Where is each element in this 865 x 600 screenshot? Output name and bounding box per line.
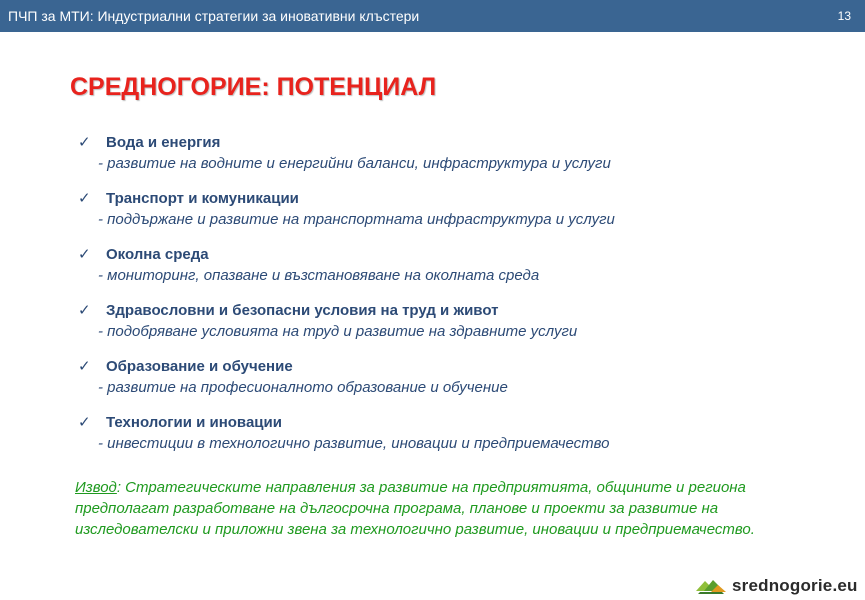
mountain-logo-icon xyxy=(696,577,726,595)
slide-title: СРЕДНОГОРИЕ: ПОТЕНЦИАЛ xyxy=(70,73,437,101)
list-item xyxy=(78,301,838,357)
conclusion-text: : Стратегическите направления за развитие на предприятията, общините и региона предполагат разработване на дългосрочна програма, планове и проекти за развитие на изследователски и приложни звена за технологично развитие, иновации и предприемачество. xyxy=(75,479,755,538)
potential-list xyxy=(78,133,838,469)
page-number: 13 xyxy=(837,9,851,23)
conclusion-paragraph xyxy=(75,477,835,540)
item-description: - подобряване условията на труд и развитие на здравните услуги xyxy=(98,323,578,340)
item-description: - развитие на професионалното образование и обучение xyxy=(98,379,508,396)
checkmark-icon: ✓ xyxy=(78,246,91,263)
item-description: - инвестиции в технологично развитие, иновации и предприемачество xyxy=(98,435,610,452)
item-title: Транспорт и комуникации xyxy=(106,190,299,207)
conclusion-label: Извод xyxy=(75,479,117,496)
srednogorie-logo xyxy=(696,573,858,599)
item-title: Технологии и иновации xyxy=(106,414,282,431)
checkmark-icon: ✓ xyxy=(78,358,91,375)
item-title: Околна среда xyxy=(106,246,209,263)
item-description: - поддържане и развитие на транспортната инфраструктура и услуги xyxy=(98,211,615,228)
item-description: - развитие на водните и енергийни баланси, инфраструктура и услуги xyxy=(98,155,611,172)
slide-header xyxy=(0,0,865,32)
checkmark-icon: ✓ xyxy=(78,190,91,207)
list-item xyxy=(78,245,838,301)
list-item xyxy=(78,133,838,189)
item-title: Вода и енергия xyxy=(106,134,221,151)
item-title: Здравословни и безопасни условия на труд и живот xyxy=(106,302,499,319)
item-description: - мониторинг, опазване и възстановяване на околната среда xyxy=(98,267,540,284)
checkmark-icon: ✓ xyxy=(78,134,91,151)
list-item xyxy=(78,189,838,245)
item-title: Образование и обучение xyxy=(106,358,293,375)
list-item xyxy=(78,413,838,469)
logo-text: srednogorie.eu xyxy=(732,576,858,595)
header-title: ПЧП за МТИ: Индустриални стратегии за иновативни клъстери xyxy=(8,8,420,24)
checkmark-icon: ✓ xyxy=(78,302,91,319)
checkmark-icon: ✓ xyxy=(78,414,91,431)
list-item xyxy=(78,357,838,413)
